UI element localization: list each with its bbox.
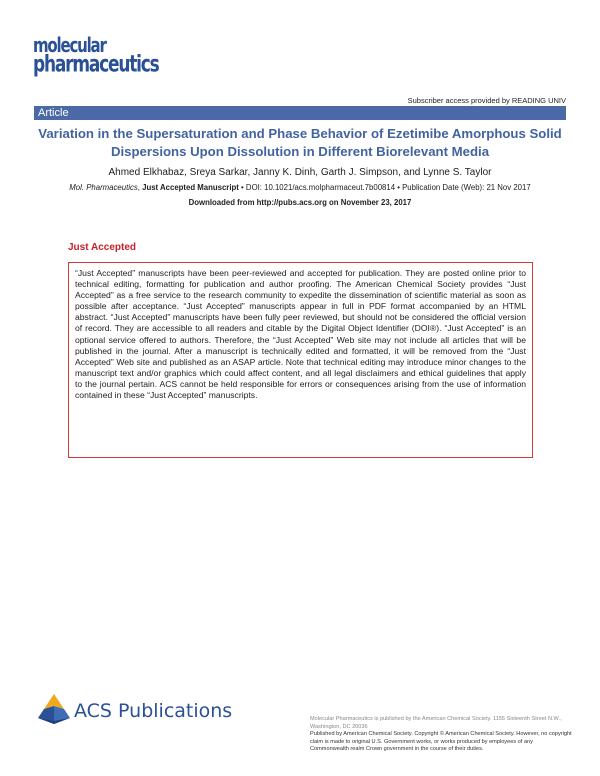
journal-logo-line1: molecular	[33, 33, 106, 58]
article-citation: Mol. Pharmaceutics, Just Accepted Manuscript • DOI: 10.1021/acs.molpharmaceut.7b00814 • Publication Date (Web): 21 Nov 2017	[69, 183, 531, 192]
journal-logo	[33, 33, 165, 79]
section-bar	[34, 106, 566, 120]
article-authors: Ahmed Elkhabaz, Sreya Sarkar, Janny K. Dinh, Garth J. Simpson, and Lynne S. Taylor	[108, 167, 492, 178]
section-label: Article	[38, 107, 69, 119]
publisher-address: Molecular Pharmaceutics is published by the American Chemical Society. 1155 Sixteenth Street N.W., Washington, DC 20036	[310, 716, 562, 730]
just-accepted-notice: “Just Accepted” manuscripts have been peer-reviewed and accepted for publication. They are posted online prior to technical editing, formatting for publication and author proofing. The American Chemical Society provides “Just Accepted” as a free service to the research community to expedite the dissemination of scientific material as soon as possible after acceptance. “Just Accepted” manuscripts appear in full in PDF format accompanied by an HTML abstract. “Just Accepted” manuscripts have been fully peer reviewed, but should not be considered the official version of record. They are accessible to all readers and citable by the Digital Object Identifier (DOI®). “Just Accepted” is an optional service offered to authors. Therefore, the “Just Accepted” Web site may not include all articles that will be published in the journal. After a manuscript is technically edited and formatted, it will be removed from the “Just Accepted” Web site and published as an ASAP article. Note that technical editing may introduce minor changes to the manuscript text and/or graphics which could affect content, and all legal disclaimers and ethical guidelines that apply to the journal pertain. ACS cannot be held responsible for errors or consequences arising from the use of information contained in these “Just Accepted” manuscripts.	[68, 262, 533, 458]
article-title: Variation in the Supersaturation and Phase Behavior of Ezetimibe Amorphous Solid Dispersions Upon Dissolution in Different Biorelevant Media	[38, 126, 562, 159]
manuscript-status: Just Accepted Manuscript	[142, 183, 239, 192]
download-note: Downloaded from http://pubs.acs.org on November 23, 2017	[188, 198, 412, 207]
journal-name: Mol. Pharmaceutics	[69, 183, 138, 192]
copyright-notice: Published by American Chemical Society. Copyright © American Chemical Society. However, no copyright claim is made to original U.S. Government works, or works produced by employees of any Commonwealth realm Crown government in the course of their duties.	[310, 731, 572, 753]
journal-logo-line2: pharmaceutics	[33, 51, 159, 79]
acs-emblem-icon	[38, 694, 70, 724]
just-accepted-heading: Just Accepted	[68, 242, 136, 253]
subscriber-access-note: Subscriber access provided by READING UNIV	[407, 96, 566, 105]
footer-notice	[310, 716, 572, 754]
acs-publications-wordmark: ACS Publications	[74, 700, 233, 722]
citation-details: • DOI: 10.1021/acs.molpharmaceut.7b00814 • Publication Date (Web): 21 Nov 2017	[238, 183, 531, 192]
